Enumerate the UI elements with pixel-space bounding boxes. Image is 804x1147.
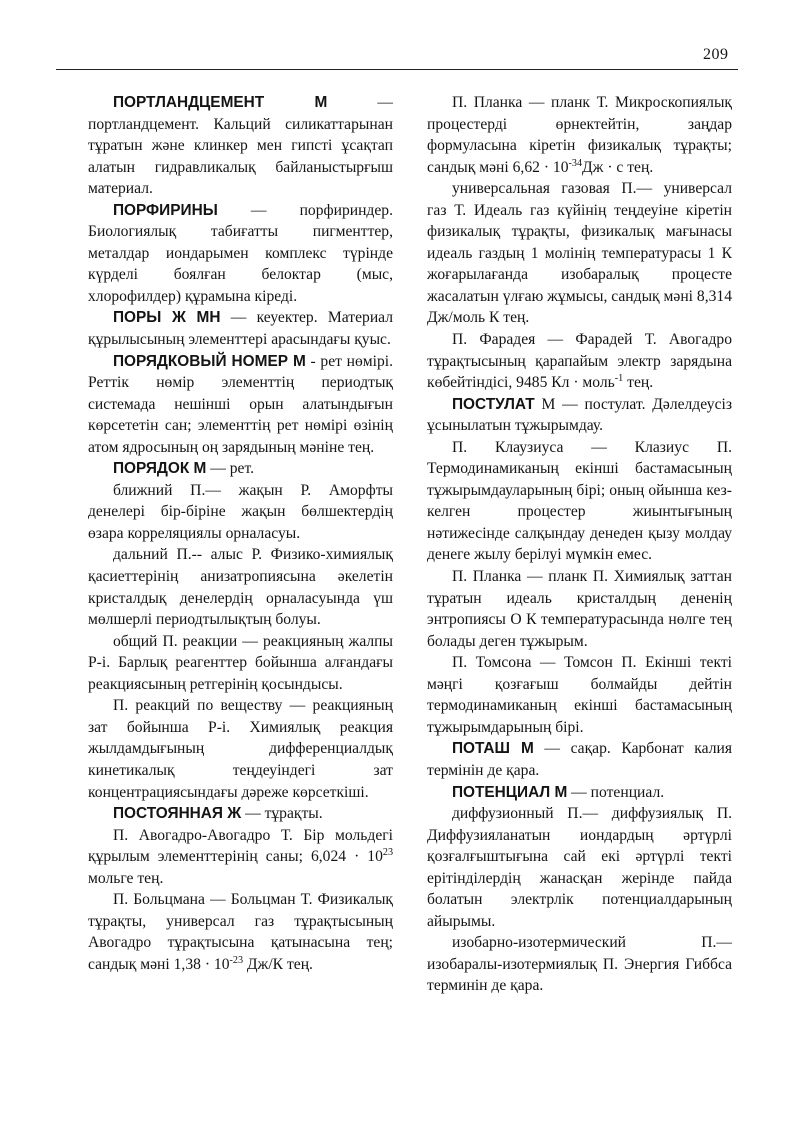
entry-pory (88, 307, 393, 350)
entry-text: — тұрақты. (241, 805, 323, 823)
entry-text: — порфириндер. Биологиялық табиғатты пигменттер, металдар иондарымен комплекс түрінде күрделі боялған белоктар (мыс, хлорофилдер) құрамына кіреді. (88, 201, 393, 305)
entry-term: ПОРТЛАНДЦЕМЕНТ М (112, 94, 328, 111)
entry-text: — потенциал. (567, 783, 665, 801)
entry-text: — сақар. Карбонат калия термінін де қара. (427, 740, 732, 779)
entry-text: П. Больцмана — Больцман Т. Физикалық тұрақты, универсал газ тұрақтысының Авогадро тұрақтысына қатынасына тең; сандық мәні 1,38 · 10 (88, 891, 393, 973)
entry-term: ПОРЯДОК М (112, 460, 207, 478)
entry-potash (427, 738, 732, 781)
entry-text: П. Авогадро-Авогадро Т. Бір мольдегі құрылым элементтерінің саны; 6,024 · 10 (88, 826, 393, 866)
entry-term: ПОСТОЯННАЯ Ж (112, 805, 242, 823)
entry-potentsial (427, 782, 732, 804)
subentry-faraday (427, 329, 732, 394)
entry-portlandcement (88, 92, 393, 200)
entry-poryadkovyi-nomer (88, 351, 393, 459)
entry-term: ПОТАШ М (451, 740, 534, 758)
subentry-diffusion: диффузионный П.— диффузиялық П. Диффузияланатын иондардың әртүрлі қозғалғыштығына сай екі әртүрлі текті ерітінділердің жанасқан жерінде пайда болатын электрлік потенциалдарының айырымы. (427, 805, 732, 930)
entry-porfiriny (88, 200, 393, 308)
entry-text: М — постулат. Дәлелдеусіз ұсынылатын тұжырымдау. (427, 395, 732, 435)
subentry-avogadro (88, 825, 393, 890)
left-column (88, 92, 393, 975)
right-column (427, 92, 732, 997)
subentry-boltsman (88, 889, 393, 975)
entry-poryadok (88, 458, 393, 480)
entry-text: — портландцемент. Кальций силикаттарынан тұратын және клинкер мен гипсті ұсақтап алатын гидравликалық байланыстырғыш материал. (88, 94, 393, 198)
entry-text: — кеуектер. Материал құрылысының элементтері арасындағы қуыс. (88, 309, 393, 349)
entry-text: П. Фарадея — Фарадей Т. Авогадро тұрақтысының қарапайым электр зарядына көбейтіндісі, 9485 Кл · моль (427, 331, 732, 392)
entry-term: ПОРЫ Ж МН (112, 309, 221, 327)
entry-text: Дж · с тең. (582, 158, 654, 176)
subentry-obshchii: общий П. реакции — реакцияның жалпы Р-і. Барлық реагенттер бойынша алғандағы реакциясының ретгерінің қосындысы. (88, 632, 393, 693)
exponent: -1 (614, 372, 624, 384)
header-rule (56, 69, 738, 70)
subentry-planck-constant (427, 92, 732, 178)
subentry-planck-postulate: П. Планка — планк П. Химиялық заттан тұратын идеаль кристалдың дененің энтропиясы О К температурасында нөлге тең болады деген тұжырым. (427, 568, 732, 650)
exponent: 23 (382, 846, 393, 858)
entry-postoyannaya (88, 803, 393, 825)
subentry-blizhnii: ближний П.— жақын Р. Аморфты денелерi бір-біріне жақын бөлшектердің өзара корреляциялы орналасуы. (88, 481, 393, 542)
subentry-gas-constant: универсальная газовая П.— универсал газ Т. Идеаль газ күйінің теңдеуіне кіретін физикалық тұрақты, физикалық мағынасы идеаль газдың 1 молінің температурасы 1 К жоғарылағанда изобаралық процесте жасалатын үлғаю жұмысы, сандық мәні 8,314 Дж/моль К тең. (427, 180, 732, 327)
entry-postulat (427, 394, 732, 437)
subentry-dalnii: дальний П.-- алыс Р. Физико-химиялық қасиеттерінің анизатропиясына әкелетін кристалдық денелердің орналасуында үш мөлшерлі периодтылықтың болуы. (88, 546, 393, 629)
subentry-clausius: П. Клаузиуса — Клазиус П. Термодинамиканың екінші бастамасының тұжырымдауларының бірі; оның ойынша кез-келген процестер жиынтығының нәтижесінде салқындау денеден қызу молдау денеге жылу берілуі мүмкін емес. (427, 438, 732, 564)
entry-text: тең. (623, 374, 654, 392)
page-number: 209 (703, 46, 729, 63)
entry-text: мольге тең. (88, 869, 164, 887)
entry-term: ПОТЕНЦИАЛ М (451, 783, 568, 801)
entry-term: ПОРФИРИНЫ (112, 201, 218, 219)
subentry-po-veshchestvu: П. реакций по веществу — реакцияның зат бойынша Р-і. Химиялық реакция жылдамдығының дифференциалдық кинетикалық теңдеуіндегі зат концентрациясындағы дәреже көрсеткіші. (88, 697, 393, 801)
entry-term: ПОРЯДКОВЫЙ НОМЕР М (112, 352, 306, 370)
exponent: -23 (229, 954, 244, 966)
entry-term: ПОСТУЛАТ (451, 395, 535, 413)
entry-text: - рет нөмірі. Реттік нөмір элементтің периодтық системада нешінші орын алатындығын көрсететін сан; элементтің рет нөмірі өзінің атом ядросының оң зарядының мәніне тең. (88, 352, 393, 456)
subentry-isobaric: изобарно-изотермический П.—изобаралы-изотермиялық П. Энергия Гиббса терминін де қара. (427, 934, 732, 995)
subentry-thomson: П. Томсона — Томсон П. Екінші текті мәңгі қозғағыш болмайды дейтін термодинамиканың екінші бастамасының тұжырымдарының бірі. (427, 654, 732, 736)
entry-text: — рет. (206, 460, 255, 478)
entry-text: Дж/К тең. (243, 955, 313, 973)
entry-text: П. Планка — планк Т. Микроскопиялық процестерді өрнектейтін, заңдар формуласына кіретін физикалық тұрақты; сандық мәні 6,62 · 10 (427, 94, 732, 176)
exponent: -34 (568, 157, 583, 169)
